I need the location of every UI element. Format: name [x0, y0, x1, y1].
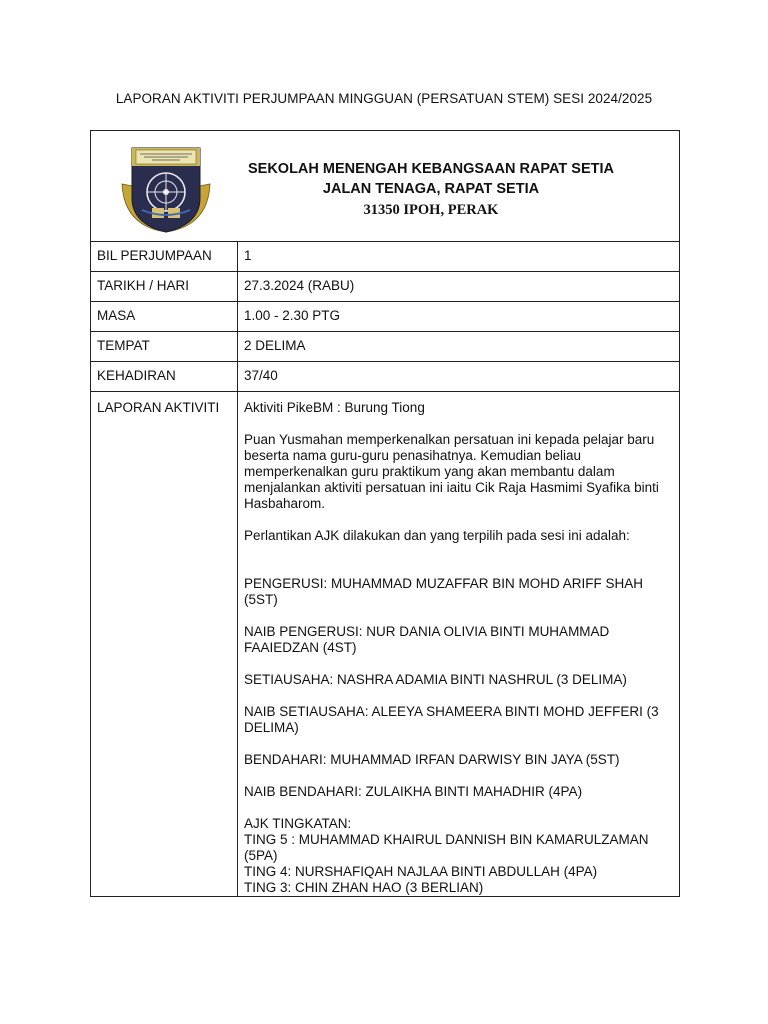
field-value-cell — [238, 332, 680, 362]
report-row — [91, 392, 680, 897]
table-row — [91, 242, 680, 272]
ajk-intro: Perlantikan AJK dilakukan dan yang terpilih pada sesi ini adalah: — [244, 528, 630, 543]
header-cell — [91, 131, 680, 242]
setiausaha-entry: SETIAUSAHA: NASHRA ADAMIA BINTI NASHRUL (3 DELIMA) — [244, 672, 627, 687]
document-title: LAPORAN AKTIVITI PERJUMPAAN MINGGUAN (PERSATUAN STEM) SESI 2024/2025 — [115, 91, 653, 106]
field-label-cell — [91, 302, 238, 332]
report-table — [90, 130, 680, 897]
activity-title: Aktiviti PikeBM : Burung Tiong — [244, 400, 425, 415]
school-address-line2: 31350 IPOH, PERAK — [363, 202, 499, 218]
field-value: 1.00 - 2.30 PTG — [244, 308, 341, 323]
school-address-line1: JALAN TENAGA, RAPAT SETIA — [322, 181, 540, 197]
table-row — [91, 272, 680, 302]
field-label: MASA — [97, 308, 136, 323]
intro-paragraph: Puan Yusmahan memperkenalkan persatuan ini kepada pelajar baru beserta nama guru-guru penasihatnya. Kemudian beliau memperkenalkan guru praktikum yang akan membantu dalam menjalankan aktiviti persatuan ini iaitu Cik Raja Hasmimi Syafika binti Hasbaharom. — [244, 432, 659, 511]
field-label: KEHADIRAN — [97, 368, 176, 383]
field-value: 1 — [244, 248, 252, 263]
field-value: 37/40 — [244, 368, 278, 383]
field-label-cell — [91, 242, 238, 272]
report-label: LAPORAN AKTIVITI — [97, 400, 220, 415]
table-row — [91, 332, 680, 362]
field-label: TEMPAT — [97, 338, 150, 353]
school-logo — [118, 146, 214, 234]
bendahari-entry: BENDAHARI: MUHAMMAD IRFAN DARWISY BIN JAYA (5ST) — [244, 752, 620, 767]
field-value-cell — [238, 302, 680, 332]
field-value-cell — [238, 362, 680, 392]
naib-setiausaha-entry: NAIB SETIAUSAHA: ALEEYA SHAMEERA BINTI MOHD JEFFERI (3 DELIMA) — [244, 704, 659, 735]
table-row — [91, 362, 680, 392]
naib-bendahari-entry: NAIB BENDAHARI: ZULAIKHA BINTI MAHADHIR (4PA) — [244, 784, 583, 799]
field-value: 2 DELIMA — [244, 338, 306, 353]
ajk-ting5-entry: TING 5 : MUHAMMAD KHAIRUL DANNISH BIN KAMARULZAMAN (5PA) — [244, 832, 649, 863]
field-label: BIL PERJUMPAAN — [97, 248, 212, 263]
field-label-cell — [91, 272, 238, 302]
header-row — [91, 131, 680, 242]
table-row — [91, 302, 680, 332]
field-label: TARIKH / HARI — [97, 278, 190, 293]
school-info — [241, 159, 621, 221]
field-value-cell — [238, 272, 680, 302]
field-value: 27.3.2024 (RABU) — [244, 278, 355, 293]
naib-pengerusi-entry: NAIB PENGERUSI: NUR DANIA OLIVIA BINTI MUHAMMAD FAAIEDZAN (4ST) — [244, 624, 610, 655]
school-name: SEKOLAH MENENGAH KEBANGSAAN RAPAT SETIA — [247, 161, 614, 177]
ajk-ting3-entry: TING 3: CHIN ZHAN HAO (3 BERLIAN) — [244, 880, 484, 895]
ajk-ting4-entry: TING 4: NURSHAFIQAH NAJLAA BINTI ABDULLAH (4PA) — [244, 864, 598, 879]
school-crest-icon — [118, 146, 214, 234]
report-label-cell — [91, 392, 238, 897]
report-body — [238, 392, 679, 896]
field-label-cell — [91, 332, 238, 362]
ajk-tingkatan-heading: AJK TINGKATAN: — [244, 816, 352, 831]
report-body-cell — [238, 392, 680, 897]
pengerusi-entry: PENGERUSI: MUHAMMAD MUZAFFAR BIN MOHD ARIFF SHAH (5ST) — [244, 576, 644, 607]
field-value-cell — [238, 242, 680, 272]
field-label-cell — [91, 362, 238, 392]
